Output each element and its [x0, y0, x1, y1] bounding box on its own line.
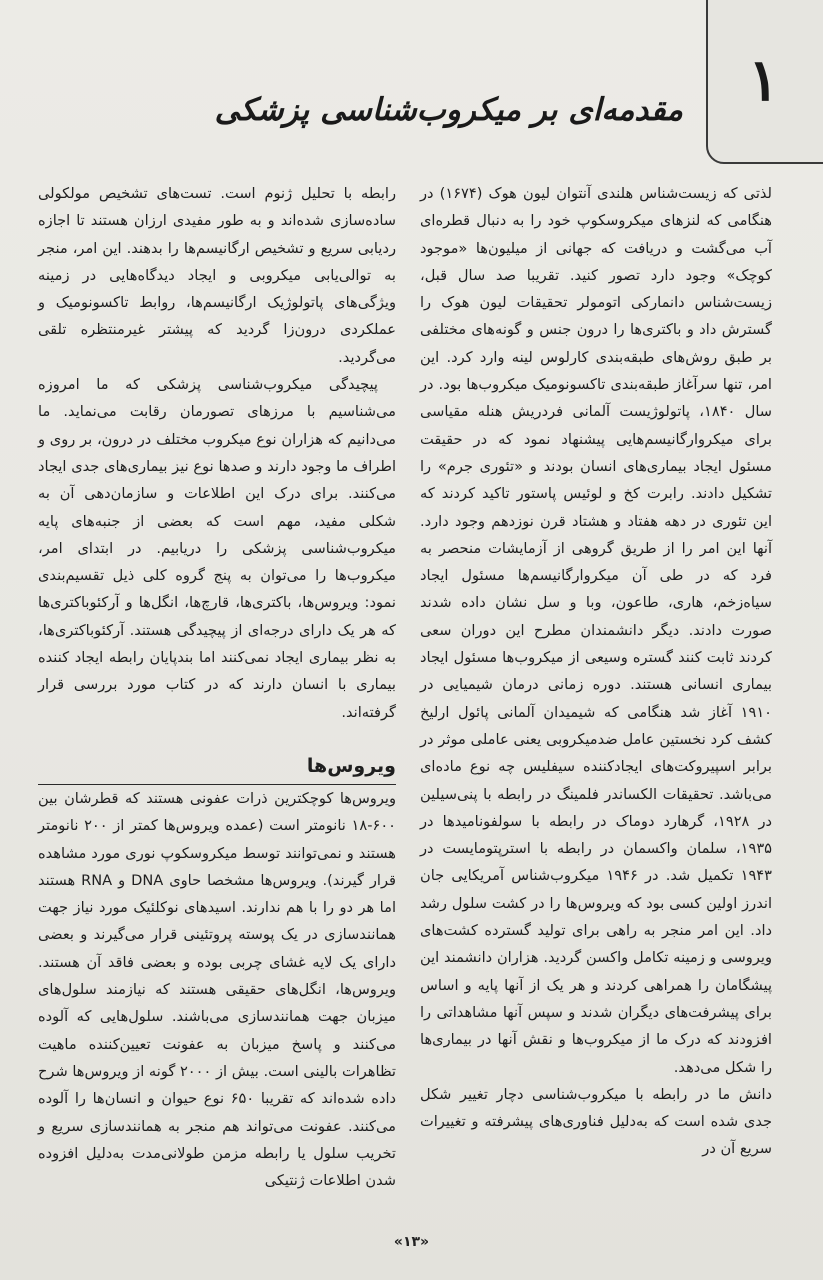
chapter-number: ۱: [748, 46, 780, 114]
section-heading-viruses: ویروس‌ها: [38, 752, 396, 785]
chapter-title: مقدمه‌ای بر میکروب‌شناسی پزشکی: [214, 92, 683, 128]
right-text-column: [420, 180, 772, 1163]
page-number: «۱۳»: [393, 1234, 430, 1250]
paragraph: ویروس‌ها کوچکترین ذرات عفونی هستند که قطرشان بین ۶۰۰-۱۸ نانومتر است (عمده ویروس‌ها کمتر از ۲۰۰ نانومتر هستند و نمی‌توانند توسط میکروسکوپ نوری مورد مشاهده قرار گیرند). ویروس‌ها مشخصا حاوی DNA و RNA هستند اما هر دو را با هم ندارند. اسیدهای نوکلئیک مورد نیاز جهت همانندسازی در یک پوسته پروتئینی قرار می‌گیرند و بعضی دارای یک لایه غشای چربی بوده و بعضی فاقد آن هستند. ویروس‌ها، انگل‌های حقیقی هستند که نیازمند سلول‌های میزبان جهت همانندسازی می‌باشند. سلول‌هایی که آلوده می‌کنند و پاسخ میزبان به عفونت تعیین‌کننده ماهیت تظاهرات بالینی است. بیش از ۲۰۰۰ گونه از ویروس‌ها شرح داده شده‌اند که تقریبا ۶۵۰ نوع حیوان و انسان‌ها را آلوده می‌کنند. عفونت می‌تواند هم منجر به همانندسازی سریع و تخریب سلول یا رابطه مزمن طولانی‌مدت به‌دلیل افزوده شدن اطلاعات ژنتیکی: [38, 789, 396, 1190]
left-text-column: [38, 180, 396, 1194]
paragraph: لذتی که زیست‌شناس هلندی آنتوان لیون هوک (۱۶۷۴) در هنگامی که لنزهای میکروسکوپ خود را به دنبال قطره‌ای آب می‌گشت و دریافت که جهانی از میلیون‌ها «موجود کوچک» وجود دارد تصور کنید. تقریبا صد سال قبل، زیست‌شناس دانمارکی اتومولر تحقیقات لیون هوک را گسترش داد و باکتری‌ها را درون جنس و گونه‌های مختلفی بر طبق روش‌های طبقه‌بندی کارلوس لینه وارد کرد. این امر، تنها سرآغاز طبقه‌بندی تاکسونومیک میکروب‌ها بود. در سال ۱۸۴۰، پاتولوژیست آلمانی فردریش هنله مقیاسی برای میکروارگانیسم‌هایی پیشنهاد نمود که در حقیقت مسئول ایجاد بیماری‌های انسان بودند و «تئوری جرم» را تشکیل دادند. رابرت کخ و لوئیس پاستور تاکید کردند که این تئوری در دهه هفتاد و هشتاد قرن نوزدهم وجود دارد. آنها این امر را از طریق گروهی از آزمایشات منحصر به فرد که در طی آن میکروارگانیسم‌ها مسئول ایجاد سیاه‌زخم، هاری، طاعون، وبا و سل نشان داده شدند صورت دادند. دیگر دانشمندان مطرح این دوران سعی کردند ثابت کنند گستره وسیعی از میکروب‌ها مسئول ایجاد بیماری انسانی هستند. دوره زمانی درمان شیمیایی در ۱۹۱۰ آغاز شد هنگامی که شیمیدان آلمانی پائول ارلیخ کشف کرد نخستین عامل ضدمیکروبی یعنی عاملی موثر در برابر اسپیروکت‌های ایجادکننده سیفلیس چه نوع ماده‌ای می‌باشد. تحقیقات الکساندر فلمینگ در رابطه با پنی‌سیلین در ۱۹۲۸، گرهارد دوماک در رابطه با سولفونامیدها در ۱۹۳۵، سلمان واکسمان در رابطه با استرپتومایست در ۱۹۴۳ تکمیل شد. در ۱۹۴۶ میکروب‌شناس آمریکایی جان اندرز اولین کسی بود که ویروس‌ها را در کشت سلول رشد داد. این امر منجر به راهی برای تولید گسترده کشت‌های ویروسی و زمینه تکامل واکسن گردید. هزاران دانشمند این پیشگامان را همراهی کردند و هر یک از آنها پایه و اساس برای پیشرفت‌های دیگران شدند و سپس آنها مشاهداتی را افزودند که درک ما از میکروب‌ها و نقش آنها در بیماری‌ها را شکل می‌دهد.: [420, 185, 772, 1076]
paragraph: رابطه با تحلیل ژنوم است. تست‌های تشخیص مولکولی ساده‌سازی شده‌اند و به طور مفیدی ارزان هستند تا اجازه ردیابی سریع و تشخیص ارگانیسم‌ها را بدهند. این امر، منجر به توالی‌یابی میکروبی و ایجاد دیدگاه‌هایی در زمینه ویژگی‌های پاتولوژیک ارگانیسم‌ها، روابط تاکسونومیک و عملکردی درون‌زا گردید که پیشتر غیرمنتظره تلقی می‌گردید.: [38, 185, 396, 366]
paragraph: دانش ما در رابطه با میکروب‌شناسی دچار تغییر شکل جدی شده است که به‌دلیل فناوری‌های پیشرفته و تغییرات سریع آن در: [420, 1085, 772, 1158]
chapter-number-tab: [706, 0, 823, 164]
paragraph: پیچیدگی میکروب‌شناسی پزشکی که ما امروزه می‌شناسیم با مرزهای تصورمان رقابت می‌نماید. ما می‌دانیم که هزاران نوع میکروب مختلف در درون، بر روی و اطراف ما وجود دارند و صدها نوع نیز بیماری‌های جدی ایجاد می‌کنند. برای درک این اطلاعات و سازمان‌دهی آن به شکلی مفید، مهم است که بعضی از جنبه‌های پایه میکروب‌شناسی پزشکی را دریابیم. در ابتدای امر، میکروب‌ها را می‌توان به پنج گروه کلی ذیل تقسیم‌بندی نمود: ویروس‌ها، باکتری‌ها، قارچ‌ها، انگل‌ها و آرکئوباکتری‌ها که هر یک دارای درجه‌ای از پیچیدگی هستند. آرکئوباکتری‌ها، به نظر بیماری ایجاد نمی‌کنند اما بندپایان رابطه ایجاد کننده بیماری با انسان دارند که در کتاب مورد بررسی قرار گرفته‌اند.: [38, 376, 396, 721]
